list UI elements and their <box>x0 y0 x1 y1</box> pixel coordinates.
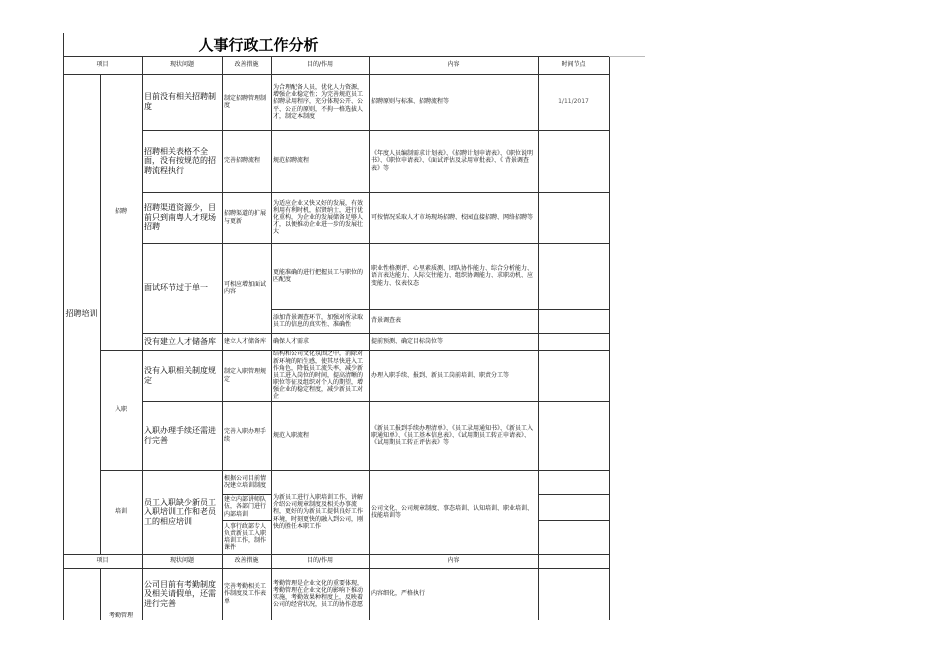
header-measure: 改善措施 <box>234 61 259 69</box>
content-cell: 职业性格测评、心里素质测、团队协作能力、综合分析能力、语言表达能力、人际交往能力、组织协调能力、求职动机、应变能力、仪表仪态 <box>371 265 534 287</box>
measure-cell: 完善考勤相关工作制度及工作表单 <box>224 583 267 605</box>
group-training: 培训 <box>114 508 127 516</box>
measure-cell: 可相应增加面试内容 <box>224 280 267 295</box>
content-cell: 办理入职手续、报到、新员工岗前培训、职责分工等 <box>371 371 510 379</box>
content-cell: 公司文化、公司规章制度、事态培训、认知培训、职业培训、技能培训等 <box>371 504 534 519</box>
issue-cell: 员工入职缺少新员工入职培训工作和老员工的相应培训 <box>144 497 216 526</box>
purpose-cell: 为新员工进行入职培训工作，讲解介绍公司规章制度及相关办事流程，更好的为新员工提供良好工作环境，时刻更快的融入到公司，刚快的胜任本职工作 <box>273 494 364 530</box>
content-cell: 可按情况采取人才市场现场招聘、校园直接招聘、网络招聘等 <box>371 213 534 221</box>
purpose-cell: 更能准确的进行把握员工与职位的匹配度 <box>273 268 364 283</box>
purpose-cell: 结构和公司文化氛围之中，消除对新环境的陌生感，使其尽快进入工作角色，降低员工流失率，减少新员工进入岗位的时间，提高清晰的职位等征及组织对个人的期望，增强企业的稳定程度，减少新员工对企 <box>273 350 364 401</box>
issue-cell: 没有入职相关制度规定 <box>144 365 216 385</box>
grid-line <box>538 494 609 495</box>
measure-cell: 建立内部讲师队伍，各部门进行内部培训 <box>224 496 267 518</box>
purpose-cell: 为适应企业又快又好的发展，有效利用有利时机，招贤纳士，进行优化重构，为企业的发展储备足够人才，以便推动企业进一步的发展壮大 <box>273 199 364 236</box>
purpose-cell: 考勤管理是企业文化的重要体现，考勤管理在企业文化的影响下推动实施，考勤效果种程度上，反映着公司的经营状况，员工的协作意愿 <box>273 579 364 609</box>
header-content: 内容 <box>447 557 460 565</box>
header-purpose: 目的/作用 <box>306 557 334 565</box>
grid-line <box>538 520 609 521</box>
header-measure: 改善措施 <box>234 557 259 565</box>
content-cell: 招聘原则与标准、招聘流程等 <box>371 98 450 106</box>
issue-cell: 面试环节过于单一 <box>144 283 208 293</box>
purpose-cell: 规范招聘流程 <box>273 157 310 165</box>
measure-cell: 制定招聘管理制度 <box>224 94 267 109</box>
content-cell: 《新员工报到手续办理清单》、《员工录用通知书》、《新员工入职通知单》、《员工基本信息表》、《试用期员工转正申请表》、《试用期员工转正评估表》等 <box>371 424 534 447</box>
issue-cell: 招聘相关表格不全面，没有按规范的招聘流程执行 <box>144 146 216 175</box>
measure-cell: 完善招聘流程 <box>224 157 261 165</box>
purpose-cell: 添加背景调查环节，加强对所录取员工的信息的真实性、准确性 <box>273 313 364 328</box>
content-cell: 内容细化，严格执行 <box>371 590 426 598</box>
group-onboard: 入职 <box>114 406 127 414</box>
issue-cell: 招聘渠道资源少，目前只到南粤人才现场招聘 <box>144 203 216 232</box>
header-content: 内容 <box>447 61 460 69</box>
measure-cell: 制定入职管理规定 <box>224 368 267 383</box>
page-title: 人事行政工作分析 <box>198 35 319 54</box>
group-attendance: 考勤管理 <box>108 612 133 619</box>
issue-cell: 公司目前有考勤制度及相关请假单，还需进行完善 <box>144 579 216 608</box>
section-label: 招聘培训 <box>65 309 98 319</box>
measure-cell: 建立人才储备库 <box>224 337 267 345</box>
header-project: 项目 <box>96 557 109 565</box>
grid-line <box>609 56 610 620</box>
content-cell: 提前预测、确定目标岗位等 <box>371 337 444 345</box>
header-purpose: 目的/作用 <box>306 61 334 69</box>
measure-cell: 根据公司目前情况建立培训制度 <box>224 474 267 489</box>
purpose-cell: 规范入职流程 <box>273 431 310 439</box>
group-recruit: 招聘 <box>114 208 127 216</box>
grid-line <box>538 56 539 620</box>
issue-cell: 没有建立人才储备库 <box>144 336 216 346</box>
measure-cell: 完善入职办理手续 <box>224 428 267 443</box>
measure-cell: 招聘渠道的扩展与更新 <box>224 210 267 225</box>
issue-cell: 目前没有相关招聘制度 <box>144 92 216 111</box>
measure-cell: 人事行政部专人负责新员工入职培训工作，制作课件 <box>224 522 267 552</box>
header-issue: 现状问题 <box>169 557 194 565</box>
purpose-cell: 确保人才需求 <box>273 337 310 345</box>
header-issue: 现状问题 <box>169 61 194 69</box>
content-cell: 《年度人员编制需求计划表》、《招聘计划申请表》、《职位说明书》、《职位申请表》、《面试评估及录用审批表》、《 背景调查表》等 <box>371 150 534 172</box>
timing-cell: 1/11/2017 <box>558 98 589 106</box>
content-cell: 背景调查表 <box>371 317 402 325</box>
header-project: 项目 <box>96 61 109 69</box>
header-timing: 时间节点 <box>561 61 586 69</box>
issue-cell: 入职办理手续还需进行完善 <box>144 425 216 445</box>
purpose-cell: 为合理配备人员，优化人力资源，增强企业稳定性；为完善规范员工招聘录用程序，充分体现公开、公平、公正的原则，不拘一格选拔人才，制定本制度 <box>273 84 364 120</box>
